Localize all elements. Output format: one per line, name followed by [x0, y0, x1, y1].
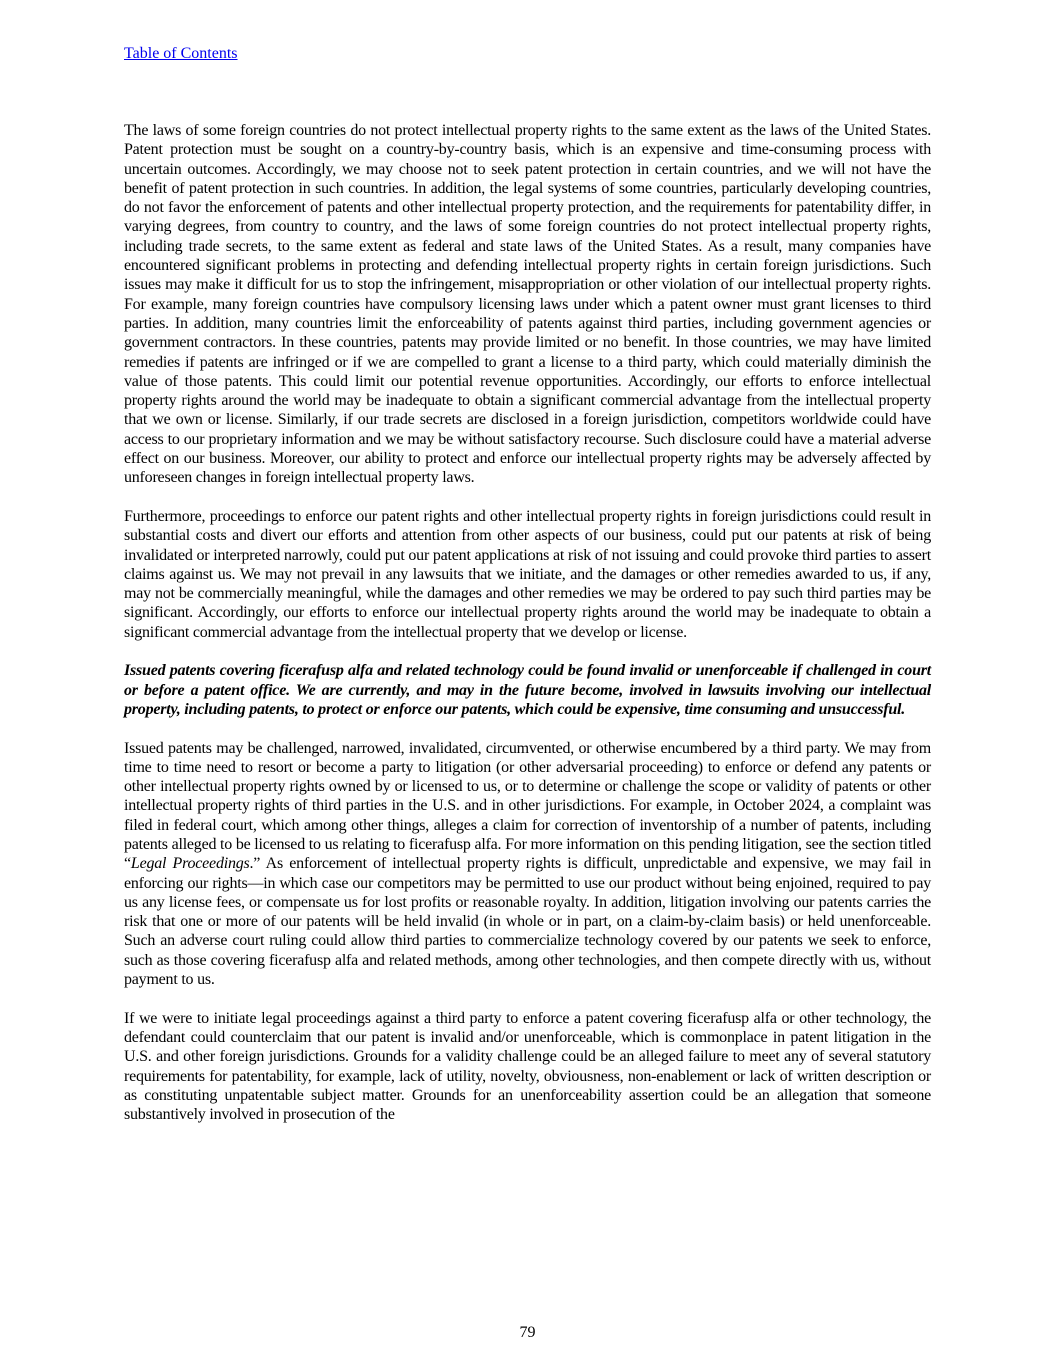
paragraph-issued-patents-part1: Issued patents may be challenged, narrowed, invalidated, circumvented, or otherwise encumbered by a third party. We may from time to time need to resort or become a party to litigation (or other adversarial proceeding) to enforce or defend any patents or other intellectual property rights owned by or licensed to us, or to determine or challenge the scope or validity of patents or other intellectual property rights of third parties in the U.S. and in other jurisdictions. For example, in October 2024, a complaint was filed in federal court, which among other things, alleges a claim for correction of inventorship of a number of patents, including patents alleged to be licensed to us relating to ficerafusp alfa. For more information on this pending litigation, see the section titled “ [124, 739, 931, 873]
paragraph-legal-proceedings: If we were to initiate legal proceedings against a third party to enforce a patent covering ficerafusp alfa or other technology, the defendant could counterclaim that our patent is invalid and/or unenforceable, which is commonplace in patent litigation in the U.S. and other foreign jurisdictions. Grounds for a validity challenge could be an alleged failure to meet any of several statutory requirements for patentability, for example, lack of utility, novelty, obviousness, non-enablement or lack of written description or as constituting unpatentable subject matter. Grounds for an unenforceability assertion could be an allegation that someone substantively involved in prosecution of the [124, 1009, 931, 1124]
legal-proceedings-reference: Legal Proceedings [130, 855, 250, 873]
document-body [124, 121, 931, 1144]
paragraph-foreign-proceedings: Furthermore, proceedings to enforce our patent rights and other intellectual property rights in foreign jurisdictions could result in substantial costs and divert our efforts and attention from other aspects of our business, could put our patents at risk of being invalidated or interpreted narrowly, could put our patent applications at risk of not issuing and could provoke third parties to assert claims against us. We may not prevail in any lawsuits that we initiate, and the damages or other remedies awarded to us, if any, may not be commercially meaningful, while the damages and other remedies we may be ordered to pay such third parties may be significant. Accordingly, our efforts to enforce our intellectual property rights around the world may be inadequate to obtain a significant commercial advantage from the intellectual property that we develop or license. [124, 507, 931, 641]
page-number: 79 [519, 1324, 536, 1341]
paragraph-foreign-laws: The laws of some foreign countries do not protect intellectual property rights to the same extent as the laws of the United States. Patent protection must be sought on a country-by-country basis, which is an expensive and time-consuming process with uncertain outcomes. Accordingly, we may choose not to seek patent protection in certain countries, and we will not have the benefit of patent protection in such countries. In addition, the legal systems of some countries, particularly developing countries, do not favor the enforcement of patents and other intellectual property protection, and the requirements for patentability differ, in varying degrees, from country to country, and the laws of some foreign countries do not protect intellectual property rights, including trade secrets, to the same extent as federal and state laws of the United States. As a result, many companies have encountered significant problems in protecting and defending intellectual property rights in certain foreign jurisdictions. Such issues may make it difficult for us to stop the infringement, misappropriation or other violation of our intellectual property rights. For example, many foreign countries have compulsory licensing laws under which a patent owner must grant licenses to third parties. In addition, many countries limit the enforceability of patents against third parties, including government agencies or government contractors. In these countries, patents may provide limited or no benefit. In those countries, we may have limited remedies if patents are infringed or if we are compelled to grant a license to a third party, which could materially diminish the value of those patents. This could limit our potential revenue opportunities. Accordingly, our efforts to enforce intellectual property rights around the world may be inadequate to obtain a significant commercial advantage from the intellectual property that we own or license. Similarly, if our trade secrets are disclosed in a foreign jurisdiction, competitors worldwide could have access to our proprietary information and we may be without satisfactory recourse. Such disclosure could have a material adverse effect on our business. Moreover, our ability to protect and enforce our intellectual property rights may be adversely affected by unforeseen changes in foreign intellectual property laws. [124, 122, 931, 487]
paragraph-issued-patents-part2: .” As enforcement of intellectual property rights is difficult, unpredictable and expensive, we may fail in enforcing our rights—in which case our competitors may be permitted to use our product without being enjoined, required to pay us any license fees, or compensate us for lost profits or reasonable royalty. In addition, litigation involving our patents carries the risk that one or more of our patents will be held invalid (in whole or in part, on a claim-by-claim basis) or held unenforceable. Such an adverse court ruling could allow third parties to commercialize technology covered by our patents we seek to enforce, such as those covering ficerafusp alfa and related methods, among other technologies, and then compete directly with us, without payment to us. [124, 855, 931, 989]
table-of-contents-link[interactable]: Table of Contents [124, 45, 238, 62]
risk-factor-heading: Issued patents covering ficerafusp alfa and related technology could be found invalid or unenforceable if challenged in court or before a patent office. We are currently, and may in the future become, involved in lawsuits involving our intellectual property, including patents, to protect or enforce our patents, which could be expensive, time consuming and unsuccessful. [124, 662, 931, 718]
paragraph-issued-patents [124, 739, 931, 990]
